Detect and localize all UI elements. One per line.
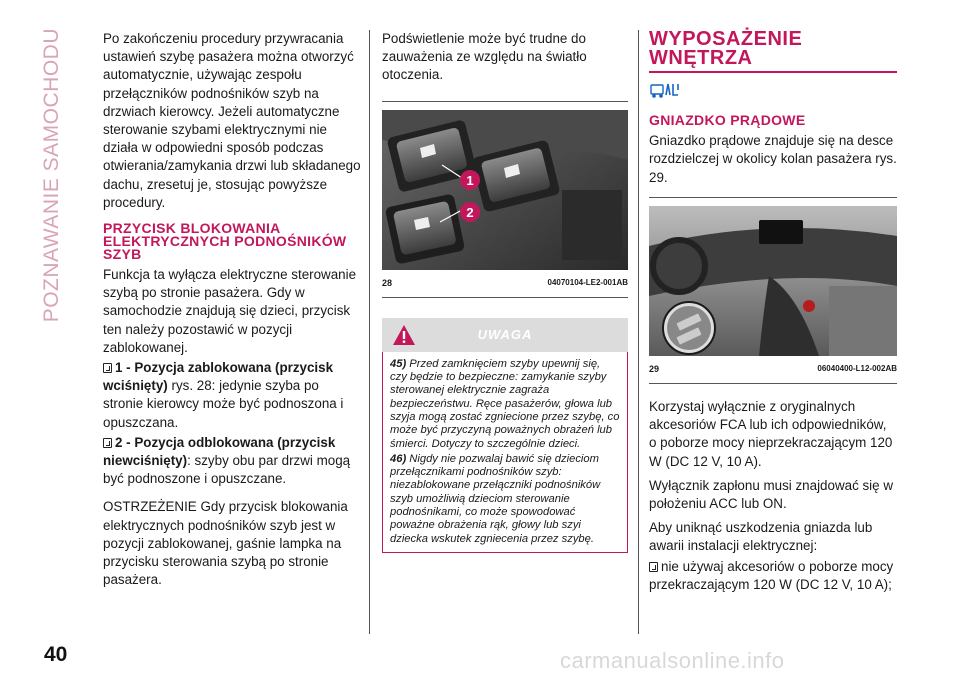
warning-46 [390,453,620,546]
checkbox-bullet-icon [103,438,112,448]
heading-rule [649,71,897,73]
warning-text: Przed zamknięciem szyby upewnij się, czy będzie to bezpieczne: zamykanie szyby sterowanej elektrycznie zagraża bezpieczeństwu. Ręce pasażerów, głowa lub szyja mogą zostać zgniecione przez szybę, co może być przyczyną poważnych obrażeń lub śmierci. Dotyczy to szczególnie dzieci. [390,357,620,450]
intro-paragraph: Gniazdko prądowe znajduje się na desce rozdzielczej w okolicy kolan pasażera rys. 29. [649,133,897,185]
intro-paragraph: Po zakończeniu procedury przywracania ustawień szybę pasażera można otworzyć automatycznie, używając zespołu przełączników podnośników szyb na drzwiach kierowcy. Jeżeli automatyczne sterowanie szybami elektrycznymi nie działa w odpowiedni sposób podczas otwierania/zamykania drzwi lub składanego dachu, zresetuj je, stosując powyższe procedury. [103,31,361,210]
body-paragraph: Aby uniknąć uszkodzenia gniazda lub awarii instalacji elektrycznej: [649,520,873,554]
column-separator [369,30,370,634]
figure-number: 28 [382,277,393,288]
section-heading: PRZYCISK BLOKOWANIA ELEKTRYCZNYCH PODNOŚNIKÓW SZYB [103,220,347,263]
column-separator [638,30,639,634]
figure-code: 06040400-L12-002AB [817,363,897,373]
warning-header [382,318,628,352]
item-label: 1 - Pozycja zablokowana (przycisk wciśnięty) [103,360,334,394]
column-right [649,30,897,600]
warning-number: 45) [390,357,407,370]
section-heading: GNIAZDKO PRĄDOWE [649,112,806,129]
warning-triangle-icon [392,324,416,346]
callout-2: 2 [466,204,474,220]
item-text: nie używaj akcesoriów o poborze mocy przekraczającym 120 W (DC 12 V, 10 A); [649,558,894,592]
sidebar-title: POZNAWANIE SAMOCHODU [40,28,63,323]
body-paragraph: Funkcja ta wyłącza elektryczne sterowanie szybą po stronie pasażera. Gdy w samochodzie znajdują się dzieci, przycisk ten należy pozostawić w pozycji zablokowanej. [103,267,357,355]
item-label: 2 - Pozycja odblokowana (przycisk niewciśnięty) [103,434,336,469]
warning-text: Nigdy nie pozwalaj bawić się dzieciom przełącznikami podnośników szyb: niezablokowane przełączniki podnośników szyb umożliwią dzieciom sterowanie podnośnikami, co może spowodować poważne obrażenia rąk, głowy lub szyi dziecka wskutek zgniecenia przez szybę. [390,452,601,545]
body-paragraph: Wyłącznik zapłonu musi znajdować się w położeniu ACC lub ON. [649,477,893,512]
window-switch-illustration [382,110,628,270]
item-text: rys. 28: jedynie szyba po stronie kierowcy może być podnoszona i opuszczana. [103,378,344,430]
figure-29 [649,197,897,384]
list-item-unlocked [103,434,361,489]
warning-note: OSTRZEŻENIE Gdy przycisk blokowania elektrycznych podnośników szyb jest w pozycji zablokowanej, gaśnie lampka na przycisku sterowania szybą po stronie pasażera. [103,499,348,588]
checkbox-bullet-icon [649,562,658,572]
figure-number: 29 [649,363,660,374]
column-middle [382,30,628,553]
dashboard-photo [649,206,897,356]
warning-box [382,352,628,553]
chapter-heading: WYPOSAŻENIE WNĘTRZA [649,28,803,69]
list-item-locked [103,359,361,432]
fca-genuine-icon [649,81,897,104]
dashboard-illustration [649,206,897,356]
callout-1: 1 [466,172,474,188]
intro-paragraph: Podświetlenie może być trudne do zauważenia ze względu na światło otoczenia. [382,31,587,83]
figure-code: 04070104-LE2-001AB [547,277,628,287]
figure-caption [382,270,628,297]
body-paragraph: Korzystaj wyłącznie z oryginalnych akcesoriów FCA lub ich odpowiedników, o poborze mocy nieprzekraczającym 120 W (DC 12 V, 10 A). [649,399,893,469]
page-number: 40 [44,643,68,666]
window-switch-photo [382,110,628,270]
watermark: carmanualsonline.info [560,648,785,673]
warning-45 [390,358,620,451]
column-left [103,30,361,595]
item-text: : szyby obu par drzwi mogą być podnoszone i opuszczane. [103,453,351,487]
list-item [649,558,897,594]
checkbox-bullet-icon [103,363,112,373]
warning-title: UWAGA [477,326,533,342]
warning-number: 46) [390,452,407,465]
figure-caption [649,356,897,383]
figure-28 [382,101,628,298]
